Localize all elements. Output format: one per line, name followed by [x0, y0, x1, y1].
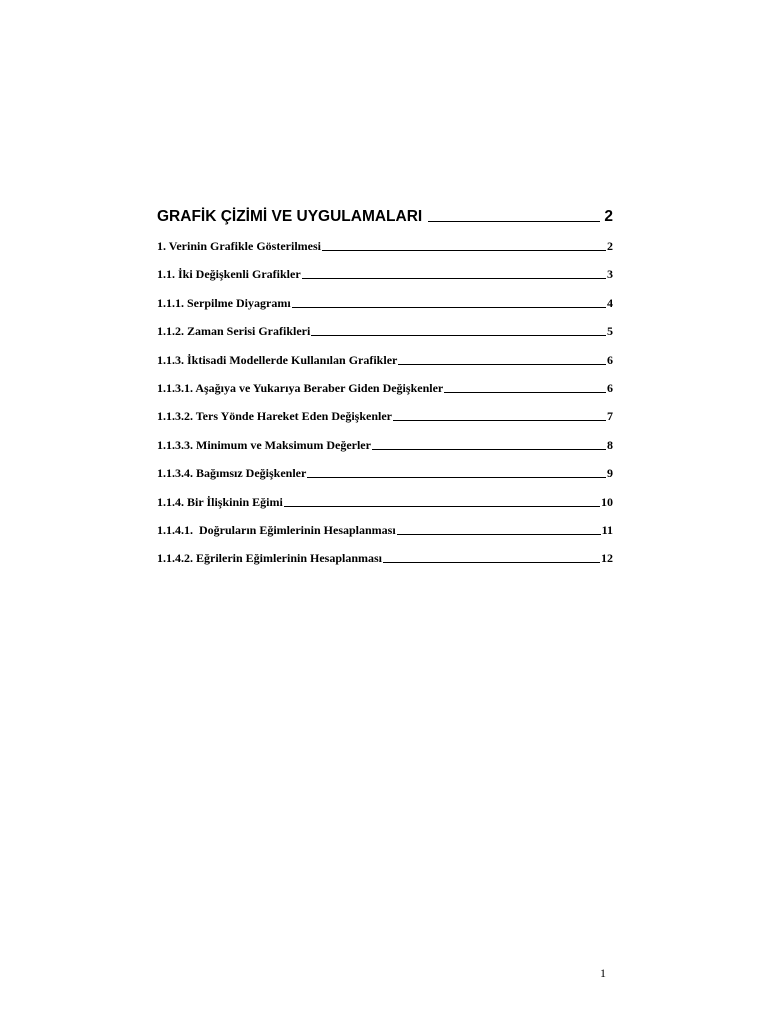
toc-entry-page: 12 — [601, 551, 613, 566]
toc-entry-page: 3 — [607, 267, 613, 282]
toc-entry-text: 1.1.3.3. Minimum ve Maksimum Değerler — [157, 437, 371, 452]
toc-leader-line — [372, 449, 606, 450]
toc-entry-page: 6 — [607, 380, 613, 395]
toc-entry-page: 5 — [607, 324, 613, 339]
toc-entry-text: 1. Verinin Grafikle Gösterilmesi — [157, 239, 321, 253]
toc-entry-text: 1.1.4.1. Doğruların Eğimlerinin Hesaplanması — [157, 522, 396, 537]
toc-entry[interactable] — [157, 239, 613, 267]
toc-entry-page: 10 — [601, 494, 613, 509]
toc-leader-line — [322, 250, 606, 251]
toc-entry[interactable] — [157, 438, 613, 466]
toc-leader-line — [302, 278, 606, 279]
toc-entry[interactable] — [157, 466, 613, 494]
toc-leader-line — [383, 562, 600, 563]
toc-entry-text: 1.1.3.4. Bağımsız Değişkenler — [157, 466, 307, 481]
table-of-contents — [157, 208, 613, 580]
toc-entry-text: 1.1.2. Zaman Serisi Grafikleri — [157, 324, 311, 339]
toc-entry-text: 1.1. İki Değişkenli Grafikler — [157, 267, 301, 282]
toc-leader-line — [307, 477, 606, 478]
toc-entry-page: 2 — [607, 239, 613, 253]
toc-entry-text: 1.1.4.2. Eğrilerin Eğimlerinin Hesaplanması — [157, 551, 383, 566]
toc-entry[interactable] — [157, 353, 613, 381]
toc-entry-page: 8 — [607, 437, 613, 452]
toc-entry-page: 4 — [607, 295, 613, 310]
toc-entry-text: 1.1.3. İktisadi Modellerde Kullanılan Grafikler — [157, 352, 398, 367]
toc-entry[interactable] — [157, 523, 613, 551]
toc-leader-line — [444, 392, 606, 393]
toc-entry-page: 11 — [601, 522, 613, 537]
toc-heading-page: 2 — [604, 208, 613, 225]
toc-entry-page: 7 — [607, 409, 613, 424]
toc-entry-text: 1.1.3.1. Aşağıya ve Yukarıya Beraber Giden Değişkenler — [157, 380, 444, 395]
toc-entry[interactable] — [157, 495, 613, 523]
toc-entry[interactable] — [157, 381, 613, 409]
toc-entry-page: 9 — [607, 466, 613, 481]
toc-entry[interactable] — [157, 296, 613, 324]
toc-entry[interactable] — [157, 324, 613, 352]
toc-heading-text: GRAFİK ÇİZİMİ VE UYGULAMALARI — [157, 208, 423, 225]
toc-entry-text: 1.1.1. Serpilme Diyagramı — [157, 295, 291, 310]
toc-leader-line — [397, 534, 601, 535]
toc-entry[interactable] — [157, 267, 613, 295]
toc-leader-line — [428, 221, 600, 222]
toc-entry-text: 1.1.3.2. Ters Yönde Hareket Eden Değişkenler — [157, 409, 393, 424]
toc-heading[interactable] — [157, 208, 613, 236]
toc-entry-text: 1.1.4. Bir İlişkinin Eğimi — [157, 494, 283, 509]
toc-entry-page: 6 — [607, 352, 613, 367]
toc-leader-line — [292, 307, 606, 308]
toc-leader-line — [311, 335, 606, 336]
toc-leader-line — [284, 506, 600, 507]
toc-leader-line — [393, 420, 606, 421]
toc-entry[interactable] — [157, 409, 613, 437]
page-number: 1 — [600, 966, 606, 980]
toc-leader-line — [398, 364, 606, 365]
toc-entry[interactable] — [157, 551, 613, 579]
